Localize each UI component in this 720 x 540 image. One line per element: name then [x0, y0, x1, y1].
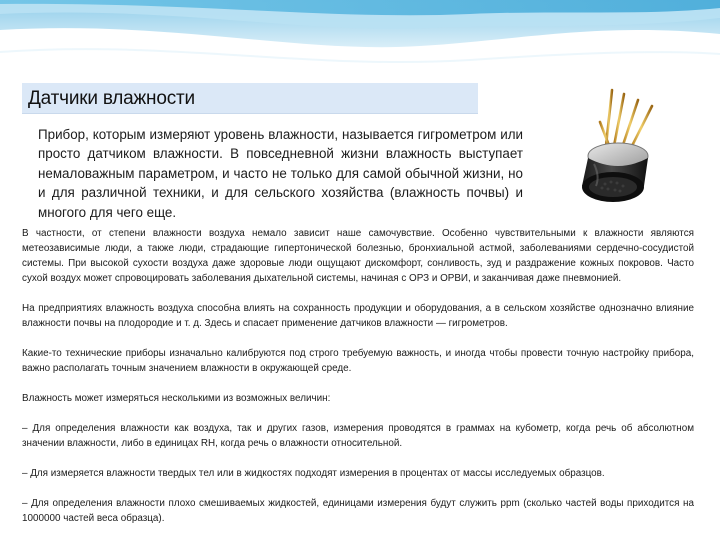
humidity-sensor-image — [548, 86, 680, 216]
body-text — [22, 226, 694, 526]
intro-paragraph: Прибор, которым измеряют уровень влажности, называется гигрометром или просто датчиком влажности. В повседневной жизни влажность выступает немаловажным параметром, и часто не только для самой обычной жизни, но и для различной техники, и для сельского хозяйства (влажность почвы) и многого для чего еще. — [38, 127, 523, 220]
header-wave-decoration — [0, 0, 720, 70]
paragraph: – Для определения влажности плохо смешиваемых жидкостей, единицами измерения будут служить ppm (сколько частей воды приходится на 1000000 частей веса образца). — [22, 498, 694, 524]
paragraph: Влажность может измеряться несколькими из возможных величин: — [22, 393, 331, 404]
paragraph: – Для измеряется влажности твердых тел или в жидкостях подходят измерения в процентах от массы исследуемых образцов. — [22, 468, 605, 479]
paragraph: – Для определения влажности как воздуха, так и других газов, измерения проводятся в граммах на кубометр, когда речь об абсолютном значении влажности, либо в единицах RH, когда речь о влажности относительной. — [22, 423, 694, 449]
paragraph: Какие-то технические приборы изначально калибруются под строго требуемую важность, и иногда чтобы провести точную настройку прибора, важно располагать точным значением влажности в окружающей среде. — [22, 348, 694, 374]
slide-title: Датчики влажности — [28, 88, 195, 109]
slide-title-bar — [22, 83, 478, 114]
paragraph: В частности, от степени влажности воздуха немало зависит наше самочувствие. Особенно чувствительными к влажности являются метеозависимые люди, а также люди, страдающие гипертонической болезнью, бронхиальной астмой, заболеваниями сердечно-сосудистой системы. При высокой сухости воздуха даже здоровые люди ощущают дискомфорт, сонливость, зуд и раздражение кожных покровов. Часто сухой воздух может спровоцировать заболевания дыхательной системы, начиная с ОРЗ и ОРВИ, и заканчивая даже пневмонией. — [22, 228, 694, 284]
paragraph: На предприятиях влажность воздуха способна влиять на сохранность продукции и оборудования, а в сельском хозяйстве однозначно влияние влажности почвы на плодородие и т. д. Здесь и спасает применение датчиков влажности — гигрометров. — [22, 303, 694, 329]
